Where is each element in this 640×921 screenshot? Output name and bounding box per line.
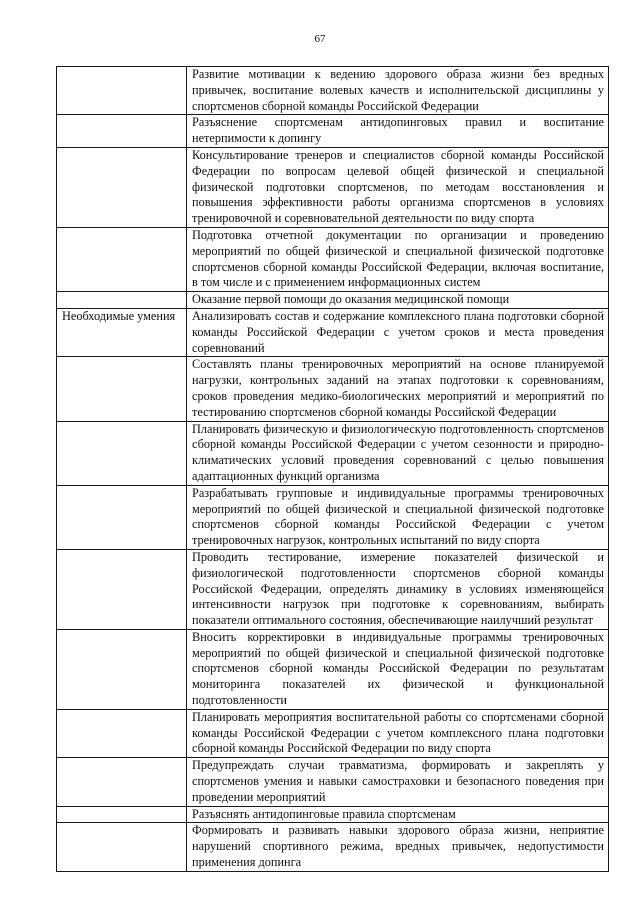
competency-table <box>56 66 609 872</box>
table-cell: Планировать физическую и физиологическую подготовленность спортсменов сборной команды Российской Федерации с учетом сезонности и природно-климатических условий проведения соревнований с целью повышения адаптационных функций организма <box>187 421 609 485</box>
table-cell: Вносить корректировки в индивидуальные программы тренировочных мероприятий по общей физической и специальной физической подготовке спортсменов сборной команды Российской Федерации по результатам мониторинга показателей их физической и функциональной подготовленности <box>187 629 609 709</box>
row-label-empty <box>57 485 187 549</box>
table-cell: Развитие мотивации к ведению здорового образа жизни без вредных привычек, воспитание волевых качеств и исполнительской дисциплины у спортсменов сборной команды Российской Федерации <box>187 67 609 115</box>
row-label-empty <box>57 227 187 291</box>
table-row <box>57 806 609 823</box>
table-row <box>57 67 609 115</box>
table-cell: Консультирование тренеров и специалистов сборной команды Российской Федерации по вопросам целевой общей физической и специальной физической подготовки спортсменов, по методам восстановления и повышения эффективности работы организма спортсменов в условиях тренировочной и соревновательной деятельности по виду спорта <box>187 147 609 227</box>
row-label-empty <box>57 709 187 757</box>
table-row <box>57 115 609 148</box>
row-label-empty <box>57 147 187 227</box>
table-cell: Анализировать состав и содержание комплексного плана подготовки сборной команды Российской Федерации с учетом сроков и места проведения соревнований <box>187 308 609 356</box>
table-cell: Проводить тестирование, измерение показателей физической и физиологической подготовленности спортсменов сборной команды Российской Федерации, определять динамику в условиях изменяющейся интенсивности нагрузок при подготовке к соревнованиям, выбирать показатели оптимального состояния, обеспечивающие наилучший результат <box>187 549 609 629</box>
table-cell: Планировать мероприятия воспитательной работы со спортсменами сборной команды Российской Федерации с учетом комплексного плана подготовки сборной команды Российской Федерации по виду спорта <box>187 709 609 757</box>
table-row <box>57 485 609 549</box>
table-row <box>57 357 609 421</box>
table-row <box>57 758 609 806</box>
table-row <box>57 709 609 757</box>
row-label-empty <box>57 549 187 629</box>
table-row <box>57 549 609 629</box>
table-cell: Разрабатывать групповые и индивидуальные программы тренировочных мероприятий по общей физической и специальной физической подготовке спортсменов сборной команды Российской Федерации с учетом тренировочных нагрузок, контрольных испытаний по виду спорта <box>187 485 609 549</box>
table-cell: Составлять планы тренировочных мероприятий на основе планируемой нагрузки, контрольных заданий на этапах подготовки к соревнованиям, сроков проведения медико-биологических мероприятий и мероприятий по тестированию спортсменов сборной команды Российской Федерации <box>187 357 609 421</box>
row-label: Необходимые умения <box>57 308 187 356</box>
table-row <box>57 292 609 309</box>
row-label-empty <box>57 115 187 148</box>
table-cell: Оказание первой помощи до оказания медицинской помощи <box>187 292 609 309</box>
page-number: 67 <box>314 33 326 45</box>
table-row <box>57 227 609 291</box>
table-cell: Разъяснение спортсменам антидопинговых правил и воспитание нетерпимости к допингу <box>187 115 609 148</box>
row-label-empty <box>57 292 187 309</box>
table-cell: Подготовка отчетной документации по организации и проведению мероприятий по общей физической и специальной физической подготовке спортсменов сборной команды Российской Федерации, включая воспитание, в том числе и с применением информационных систем <box>187 227 609 291</box>
table-row <box>57 147 609 227</box>
row-label-empty <box>57 823 187 871</box>
row-label-empty <box>57 421 187 485</box>
table-row <box>57 421 609 485</box>
table-cell: Разъяснять антидопинговые правила спортсменам <box>187 806 609 823</box>
table-row <box>57 823 609 871</box>
row-label-empty <box>57 629 187 709</box>
row-label-empty <box>57 758 187 806</box>
table-row <box>57 629 609 709</box>
row-label-empty <box>57 357 187 421</box>
row-label-empty <box>57 806 187 823</box>
table-row <box>57 308 609 356</box>
table-cell: Формировать и развивать навыки здорового образа жизни, неприятие нарушений спортивного режима, вредных привычек, недопустимости применения допинга <box>187 823 609 871</box>
table-cell: Предупреждать случаи травматизма, формировать и закреплять у спортсменов умения и навыки самостраховки и безопасного поведения при проведении мероприятий <box>187 758 609 806</box>
row-label <box>57 67 187 115</box>
